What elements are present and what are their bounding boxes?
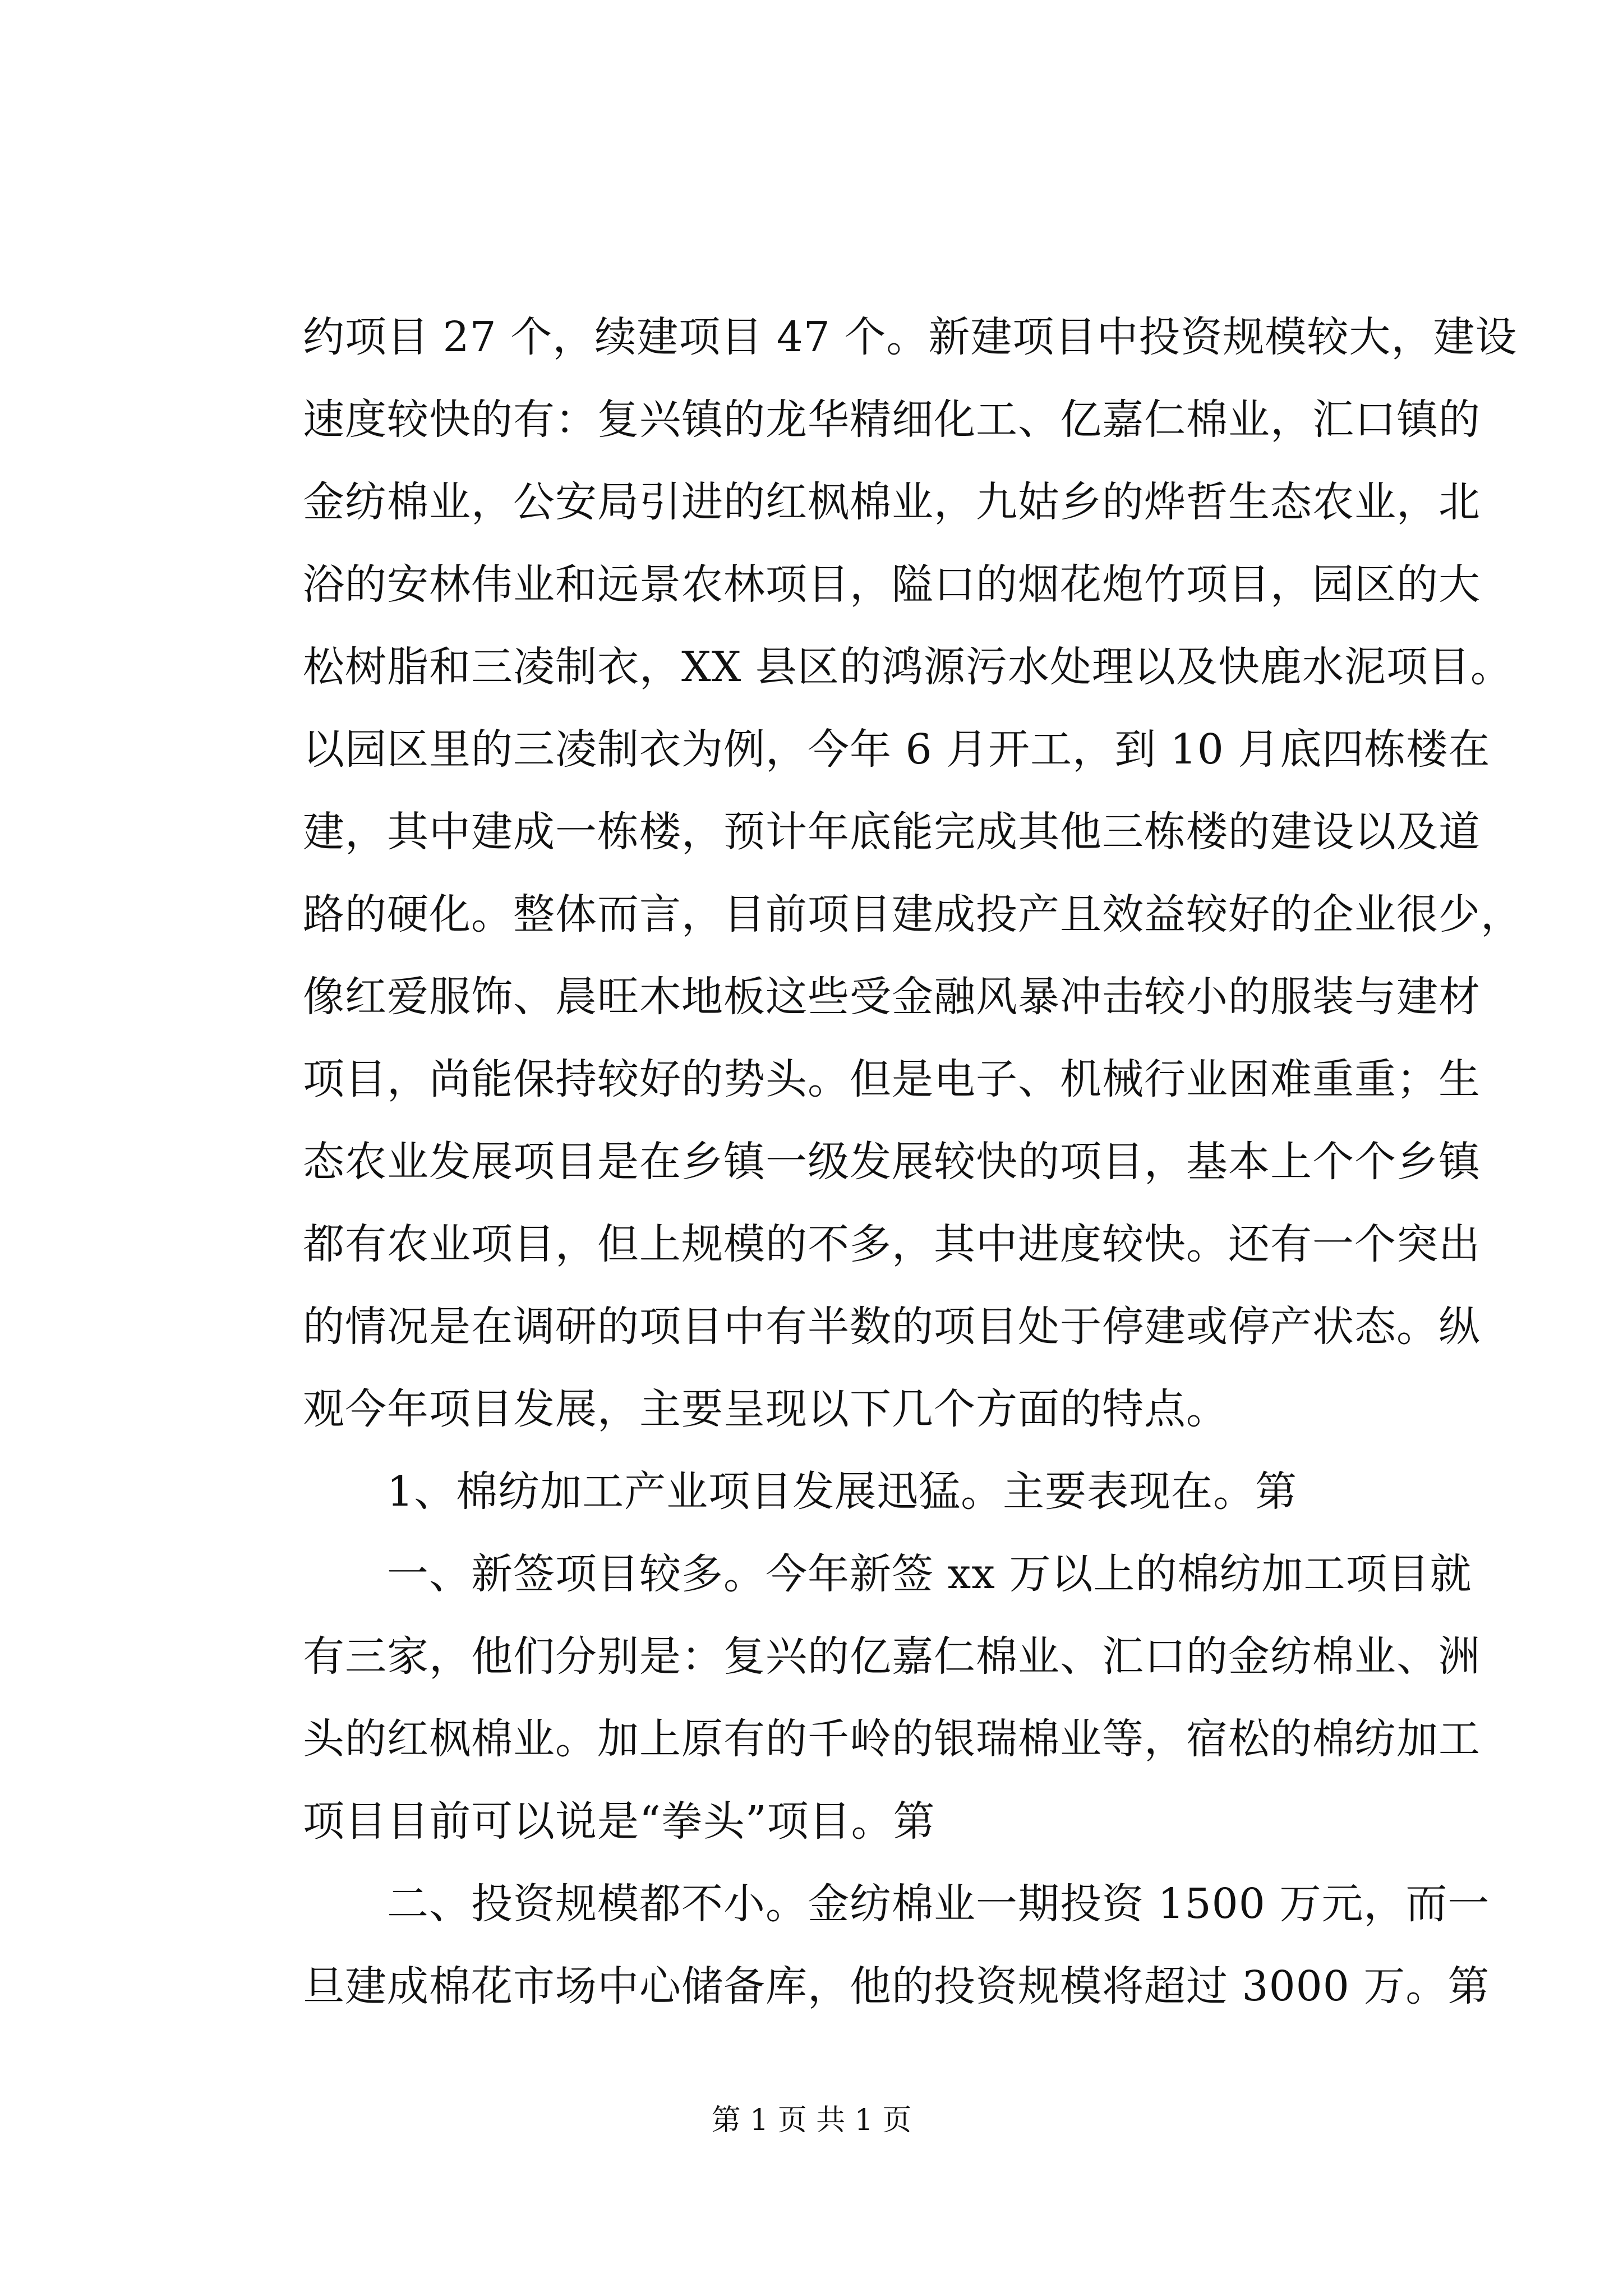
body-text (303, 296, 1523, 2028)
text-line: 二、投资规模都不小。金纺棉业一期投资 1500 万元，而一 (387, 1880, 1490, 1928)
text-line: 态农业发展项目是在乡镇一级发展较快的项目，基本上个个乡镇 (303, 1138, 1481, 1186)
text-line: 路的硬化。整体而言，目前项目建成投产且效益较好的企业很少， (303, 890, 1523, 938)
text-line: 观今年项目发展，主要呈现以下几个方面的特点。 (303, 1385, 1228, 1433)
text-line: 浴的安林伟业和远景农林项目，隘口的烟花炮竹项目，园区的大 (303, 560, 1481, 609)
text-line: 速度较快的有：复兴镇的龙华精细化工、亿嘉仁棉业，汇口镇的 (303, 395, 1481, 444)
text-line: 1、棉纺加工产业项目发展迅猛。主要表现在。第 (387, 1467, 1298, 1516)
text-line: 松树脂和三凌制衣，XX 县区的鸿源污水处理以及快鹿水泥项目。 (303, 643, 1513, 691)
text-line: 金纺棉业，公安局引进的红枫棉业，九姑乡的烨哲生态农业，北 (303, 478, 1481, 526)
text-line: 建，其中建成一栋楼，预计年底能完成其他三栋楼的建设以及道 (303, 808, 1481, 856)
text-line: 像红爱服饰、晨旺木地板这些受金融风暴冲击较小的服装与建材 (303, 973, 1481, 1021)
text-line: 都有农业项目，但上规模的不多，其中进度较快。还有一个突出 (303, 1220, 1481, 1268)
text-line: 约项目 27 个，续建项目 47 个。新建项目中投资规模较大，建设 (303, 313, 1518, 361)
text-line: 有三家，他们分别是：复兴的亿嘉仁棉业、汇口的金纺棉业、洲 (303, 1632, 1481, 1681)
text-line: 的情况是在调研的项目中有半数的项目处于停建或停产状态。纵 (303, 1303, 1481, 1351)
text-line: 项目目前可以说是“拳头”项目。第 (303, 1797, 935, 1846)
text-line: 头的红枫棉业。加上原有的千岭的银瑞棉业等，宿松的棉纺加工 (303, 1715, 1481, 1763)
text-line: 旦建成棉花市场中心储备库，他的投资规模将超过 3000 万。第 (303, 1962, 1490, 2010)
page-footer: 第 1 页 共 1 页 (711, 2104, 912, 2137)
text-line: 以园区里的三凌制衣为例，今年 6 月开工，到 10 月底四栋楼在 (303, 725, 1491, 774)
text-line: 一、新签项目较多。今年新签 xx 万以上的棉纺加工项目就 (387, 1550, 1472, 1598)
text-line: 项目，尚能保持较好的势头。但是电子、机械行业困难重重；生 (303, 1055, 1481, 1103)
